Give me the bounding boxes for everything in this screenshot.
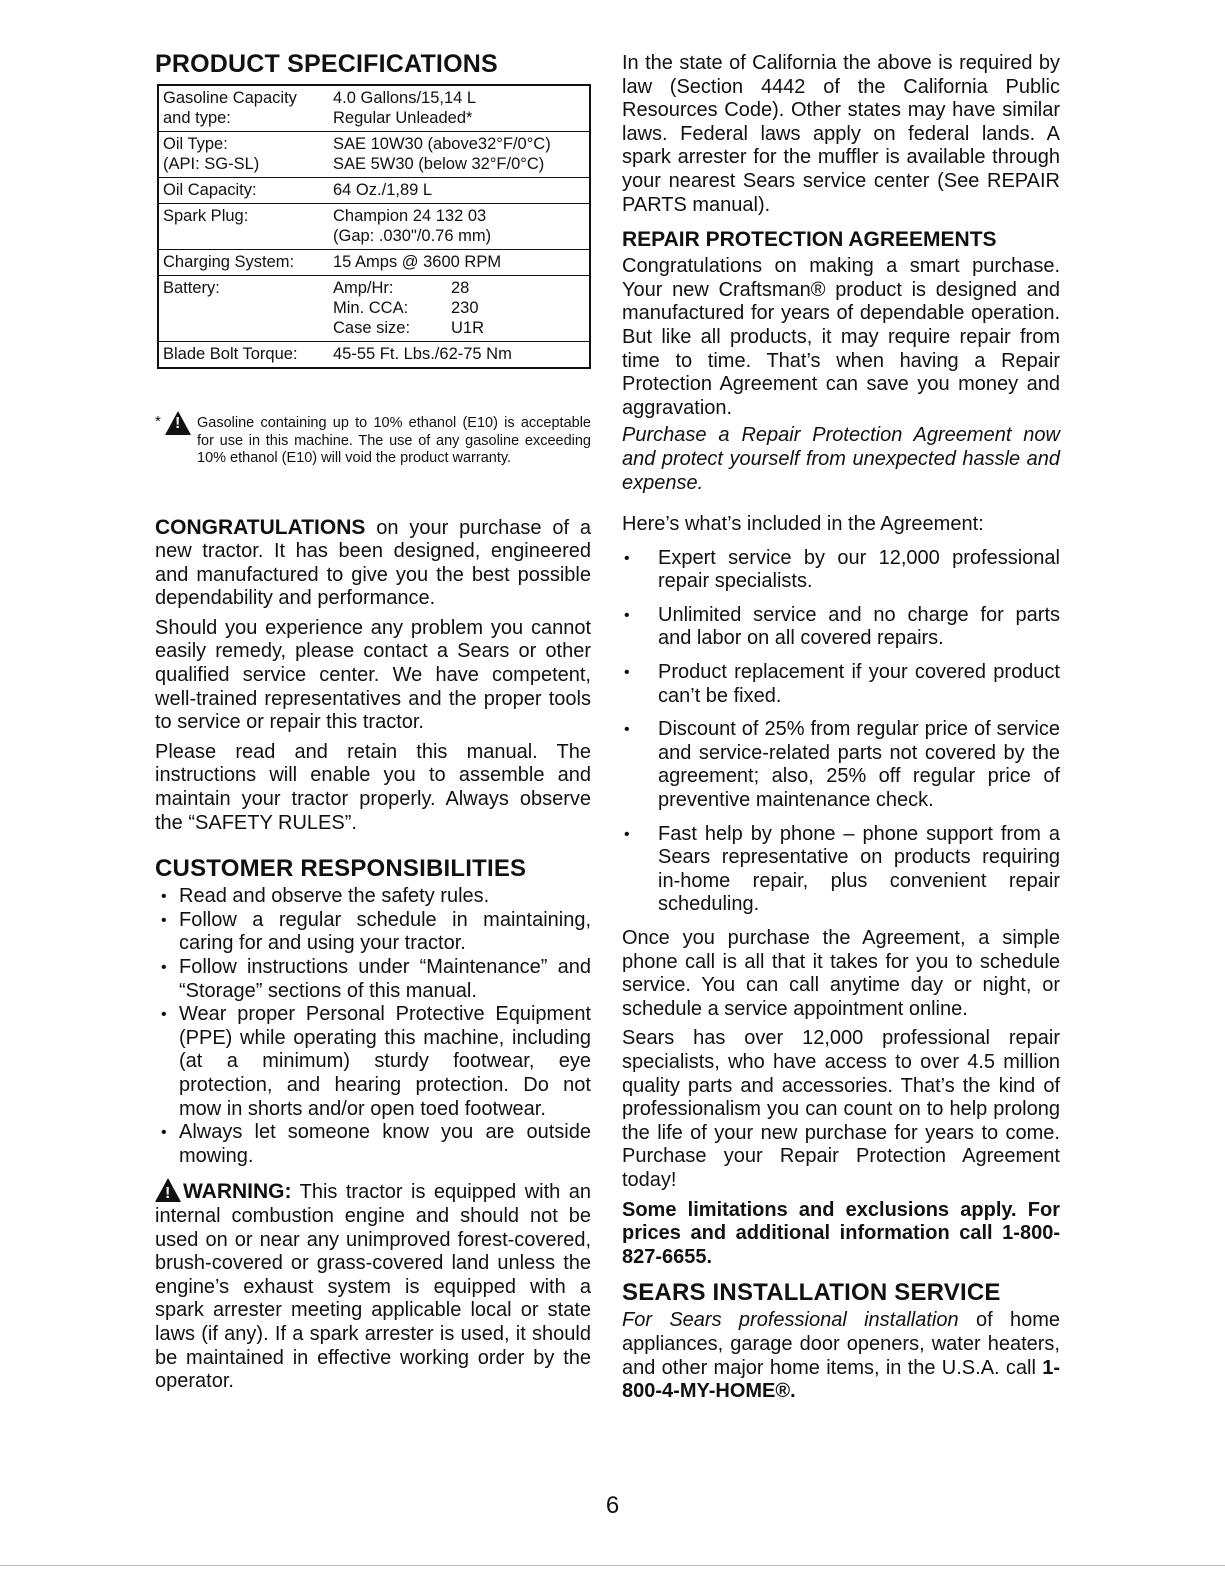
spec-row-charging: [159, 249, 589, 275]
cell-line: 15 Amps @ 3600 RPM: [333, 253, 502, 271]
cell-line: Charging System:: [163, 253, 295, 271]
spec-value: 45-55 Ft. Lbs./62-75 Nm: [333, 345, 512, 363]
repair-congrats-paragraph: Congratulations on making a smart purchase. Your new Craftsman® product is designed and manufactured for years of dependable operation. But like all products, it may require repair from time to time. That’s when having a Repair Protection Agreement can save you money and aggravation.: [622, 255, 1060, 419]
cell-line: Champion 24 132 03: [333, 207, 487, 225]
purchase-agreement-paragraph: Purchase a Repair Protection Agreement now and protect yourself from unexpected hassle and expense.: [622, 424, 1060, 494]
read-manual-paragraph: Please read and retain this manual. The instructions will enable you to assemble and maintain your tractor properly. Always observe the “SAFETY RULES”.: [155, 740, 591, 834]
spec-label: [163, 180, 333, 200]
battery-amp-label: Amp/Hr:: [333, 279, 394, 297]
warning-triangle-icon: [155, 1178, 181, 1202]
limitations-paragraph: Some limitations and exclusions apply. For prices and additional information call 1-800-827-6655.: [622, 1198, 1060, 1268]
cell-line: Regular Unleaded*: [333, 109, 473, 127]
list-item: • Wear proper Personal Protective Equipment (PPE) while operating this machine, including (at a minimum) sturdy footwear, eye protection, and hearing protection. Do not mow in shorts and/or open toed footwear.: [155, 1003, 591, 1121]
congratulations-text: on your purchase of a new tractor. It has been designed, engineered and manufactured to give you the best possible dependability and performance.: [155, 516, 591, 610]
list-item: • Product replacement if your covered product can’t be fixed.: [622, 661, 1060, 708]
included-paragraph: Here’s what’s included in the Agreement:: [622, 513, 984, 536]
spec-value: [333, 252, 585, 272]
warning-triangle-icon: [165, 411, 191, 435]
list-item: • Follow a regular schedule in maintaining, caring for and using your tractor.: [155, 909, 591, 956]
spec-label: [163, 134, 333, 174]
spec-value: [333, 134, 585, 174]
responsibilities-list: [155, 885, 591, 1168]
experience-paragraph: Should you experience any problem you cannot easily remedy, please contact a Sears or other qualified service center. We have competent, well-trained representatives and the proper tools to service or repair this tractor.: [155, 616, 591, 734]
cell-line: Gasoline Capacity: [163, 89, 297, 107]
spec-row-oil-capacity: [159, 177, 589, 203]
page-bottom-rule: [0, 1565, 1225, 1566]
page-number: 6: [605, 1492, 620, 1519]
cell-line: SAE 10W30 (above32°F/0°C): [333, 135, 551, 153]
battery-cca-label: Min. CCA:: [333, 299, 409, 317]
installation-text: of home appliances, garage door openers, water heaters, and other major home items, in the U.S.A. call: [622, 1309, 1060, 1379]
sears-specialists-paragraph: Sears has over 12,000 professional repair specialists, who have access to over 4.5 million quality parts and accessories. That’s the kind of professionalism you can count on to help prolong the life of your new purchase for years to come. Purchase your Repair Protection Agreement today!: [622, 1027, 1060, 1191]
cell-line: Oil Capacity:: [163, 181, 257, 199]
once-purchase-paragraph: Once you purchase the Agreement, a simple phone call is all that it takes for you to schedule service. You can call anytime day or night, or schedule a service appointment online.: [622, 927, 1060, 1020]
battery-amp-value: 28: [451, 279, 470, 297]
battery-case-label: Case size:: [333, 319, 411, 337]
congratulations-paragraph: [155, 516, 591, 611]
cell-line: 4.0 Gallons/15,14 L: [333, 89, 477, 107]
spec-label: Battery:: [163, 279, 220, 297]
list-item: • Always let someone know you are outside mowing.: [155, 1121, 591, 1168]
cell-line: Spark Plug:: [163, 207, 249, 225]
list-item: • Fast help by phone – phone support from a Sears representative on products requiring in-home repair, plus convenient repair scheduling.: [622, 823, 1060, 917]
warning-paragraph: [155, 1178, 591, 1393]
list-item: • Follow instructions under “Maintenance” and “Storage” sections of this manual.: [155, 956, 591, 1003]
battery-specs: [333, 278, 585, 338]
battery-case-value: U1R: [451, 319, 485, 337]
footnote-asterisk: *: [155, 413, 161, 430]
cell-line: SAE 5W30 (below 32°F/0°C): [333, 155, 545, 173]
left-column: [155, 50, 591, 1394]
ethanol-footnote: [155, 415, 591, 468]
spec-label: [163, 252, 333, 272]
installation-heading: SEARS INSTALLATION SERVICE: [622, 1279, 1001, 1307]
included-list: [622, 547, 1060, 917]
repair-protection-heading: REPAIR PROTECTION AGREEMENTS: [622, 228, 997, 252]
footnote-text: Gasoline containing up to 10% ethanol (E10) is acceptable for use in this machine. The use of any gasoline exceeding 10% ethanol (E10) will void the product warranty.: [197, 415, 591, 466]
cell-line: Oil Type:: [163, 135, 228, 153]
spec-value: [333, 88, 585, 128]
list-item: • Unlimited service and no charge for parts and labor on all covered repairs.: [622, 604, 1060, 651]
congratulations-heading: CONGRATULATIONS: [155, 515, 366, 539]
responsibilities-heading: CUSTOMER RESPONSIBILITIES: [155, 855, 527, 883]
installation-paragraph: [622, 1309, 1060, 1403]
spec-row-blade-torque: [159, 341, 589, 367]
battery-cca-value: 230: [451, 299, 479, 317]
california-paragraph: In the state of California the above is required by law (Section 4442 of the California Public Resources Code). Other states may have similar laws. Federal laws apply on federal lands. A spark arrester for the muffler is available through your nearest Sears service center (See REPAIR PARTS manual).: [622, 52, 1060, 216]
cell-line: (Gap: .030"/0.76 mm): [333, 227, 492, 245]
spec-label: [163, 88, 333, 128]
cell-line: 64 Oz./1,89 L: [333, 181, 433, 199]
spec-row-gasoline: [159, 86, 589, 131]
spec-label: Blade Bolt Torque:: [163, 345, 298, 363]
warning-label: WARNING:: [183, 1180, 292, 1204]
cell-line: and type:: [163, 109, 231, 127]
installation-phone: 1-800-4-MY-HOME®.: [622, 1356, 1060, 1403]
list-item: • Expert service by our 12,000 professional repair specialists.: [622, 547, 1060, 594]
spec-heading: PRODUCT SPECIFICATIONS: [155, 50, 498, 78]
spec-value: [333, 206, 585, 246]
spec-label: [163, 206, 333, 246]
right-column: [622, 52, 1060, 1404]
spec-row-oil-type: [159, 131, 589, 177]
list-item: • Read and observe the safety rules.: [155, 885, 591, 909]
spec-value: [333, 180, 585, 200]
warning-text: This tractor is equipped with an internal combustion engine and should not be used on or near any unimproved forest-covered, brush-covered or grass-covered land unless the engine’s exhaust system is equipped with a spark arrester meeting applicable local or state laws (if any). If a spark arrester is used, it should be maintained in effective working order by the operator.: [155, 1181, 591, 1393]
spec-row-spark-plug: [159, 203, 589, 249]
spec-table: [157, 84, 591, 369]
cell-line: (API: SG-SL): [163, 155, 260, 173]
list-item: • Discount of 25% from regular price of service and service-related parts not covered by the agreement; also, 25% off regular price of preventive maintenance check.: [622, 718, 1060, 812]
spec-row-battery: [159, 275, 589, 341]
installation-intro: For Sears professional installation: [622, 1309, 959, 1332]
